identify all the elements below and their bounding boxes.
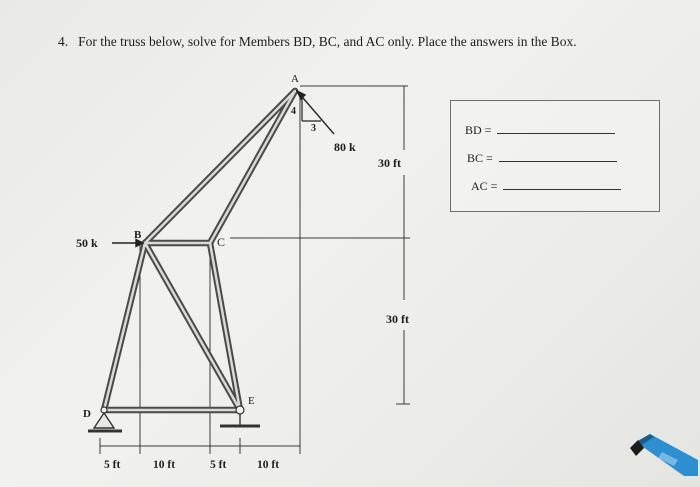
joint-label-d: D	[83, 408, 91, 420]
answer-label-bd: BD =	[465, 123, 492, 137]
answer-label-bc: BC =	[467, 151, 493, 165]
answer-row-ac	[471, 179, 621, 194]
answer-row-bd	[465, 123, 615, 138]
span-label-2: 10 ft	[153, 459, 176, 471]
truss-members	[104, 91, 295, 410]
answer-label-ac: AC =	[471, 179, 498, 193]
dimension-lines	[100, 86, 410, 454]
joint-label-a: A	[291, 73, 299, 85]
slope-rise-label: 4	[291, 106, 296, 117]
span-label-1: 5 ft	[104, 459, 121, 471]
load-80k-label: 80 k	[334, 140, 356, 154]
joint-e	[236, 406, 244, 414]
answer-line-bd[interactable]	[497, 133, 615, 134]
answer-row-bc	[467, 151, 617, 166]
joint-label-c: C	[217, 235, 226, 249]
highlighter-marker-icon	[628, 434, 698, 476]
question-body: For the truss below, solve for Members BD, BC, and AC only. Place the answers in the Box.	[78, 34, 577, 49]
question-number: 4.	[58, 34, 69, 49]
dim-upper-height-label: 30 ft	[378, 156, 401, 170]
answer-line-bc[interactable]	[499, 161, 617, 162]
support-e	[220, 414, 260, 426]
answer-line-ac[interactable]	[503, 189, 621, 190]
load-50k-label: 50 k	[76, 236, 98, 250]
span-label-3: 5 ft	[210, 459, 227, 471]
answer-box	[450, 100, 660, 212]
joint-label-e: E	[248, 395, 255, 407]
slope-run-label: 3	[311, 123, 316, 134]
joint-label-b: B	[134, 229, 142, 241]
slope-triangle	[302, 98, 321, 121]
dim-lower-height-label: 30 ft	[386, 312, 409, 326]
support-d	[88, 413, 122, 431]
span-label-4: 10 ft	[257, 459, 280, 471]
